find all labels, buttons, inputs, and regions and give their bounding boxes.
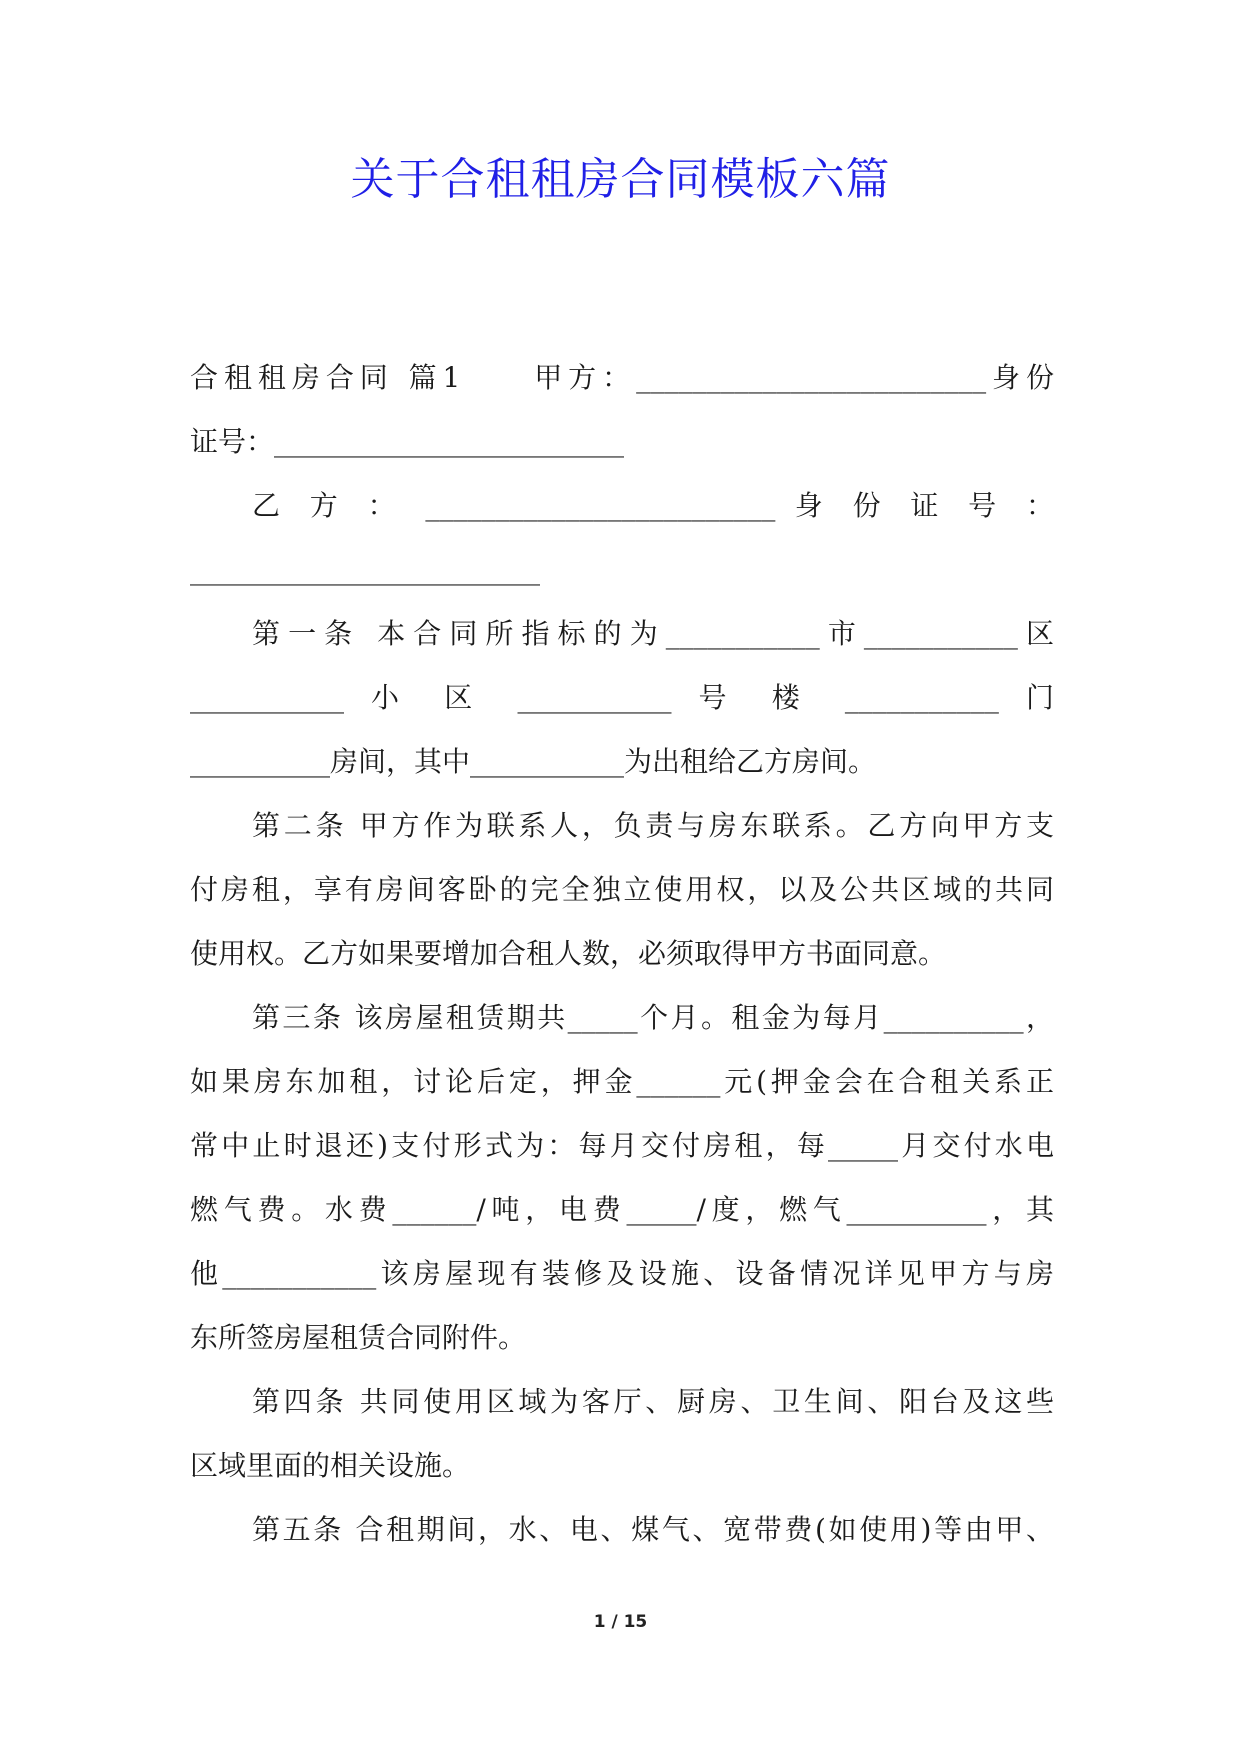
text-line-4: _________________________ xyxy=(190,553,540,586)
page-indicator: 1 / 15 xyxy=(593,1612,648,1632)
text-line-12: 如果房东加租，讨论后定，押金______元(押金会在合租关系正 xyxy=(190,1065,1054,1098)
text-line-11: 第三条 该房屋租赁期共_____个月。租金为每月__________， xyxy=(252,1001,1054,1034)
text-line-1: 合租租房合同 篇1 甲方：_________________________身份 xyxy=(190,361,1054,394)
text-line-7: __________房间，其中___________为出租给乙方房间。 xyxy=(190,745,877,778)
text-line-5: 第一条 本合同所指标的为___________市___________区 xyxy=(252,617,1054,650)
text-line-18: 区域里面的相关设施。 xyxy=(190,1449,471,1482)
text-line-13: 常中止时退还)支付形式为：每月交付房租，每_____月交付水电 xyxy=(190,1129,1054,1162)
text-line-15: 他___________该房屋现有装修及设施、设备情况详见甲方与房 xyxy=(190,1257,1054,1290)
text-line-9: 付房租，享有房间客卧的完全独立使用权，以及公共区域的共同 xyxy=(190,873,1054,906)
document-title: 关于合租租房合同模板六篇 xyxy=(350,154,891,205)
text-line-2: 证号：_________________________ xyxy=(190,425,625,458)
text-line-6: ___________ 小 区 ___________ 号 楼 ___________ 门 xyxy=(190,681,1054,714)
text-line-3: 乙 方 ： _________________________ 身 份 证 号 ： xyxy=(252,489,1054,522)
text-line-14: 燃气费。水费______/吨，电费_____/度，燃气__________，其 xyxy=(190,1193,1054,1226)
text-line-10: 使用权。乙方如果要增加合租人数，必须取得甲方书面同意。 xyxy=(190,937,947,970)
text-line-17: 第四条 共同使用区域为客厅、厨房、卫生间、阳台及这些 xyxy=(252,1385,1054,1418)
text-line-19: 第五条 合租期间，水、电、煤气、宽带费(如使用)等由甲、 xyxy=(252,1513,1054,1546)
text-line-8: 第二条 甲方作为联系人，负责与房东联系。乙方向甲方支 xyxy=(252,809,1054,842)
text-line-16: 东所签房屋租赁合同附件。 xyxy=(190,1321,527,1354)
